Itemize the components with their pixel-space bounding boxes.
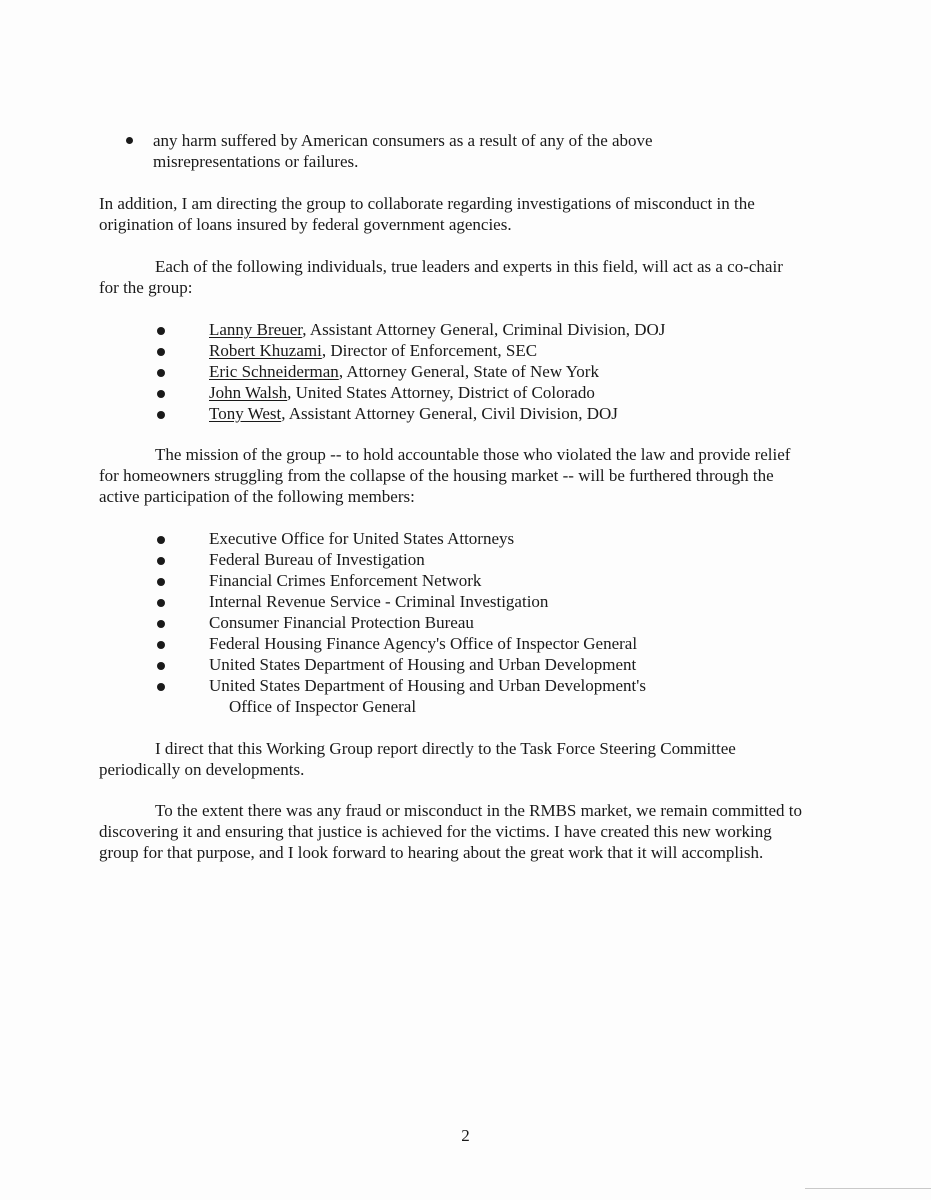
member-label: United States Department of Housing and Urban Development	[209, 655, 637, 674]
member-label-continuation: Office of Inspector General	[229, 697, 417, 716]
cochair-title: , Director of Enforcement, SEC	[321, 341, 538, 360]
cochair-name: John Walsh	[209, 383, 288, 402]
bullet-dot	[157, 327, 165, 335]
bullet-dot	[126, 137, 133, 144]
bullet-dot	[157, 683, 165, 691]
bullet-dot	[157, 390, 165, 398]
cochair-name: Eric Schneiderman	[209, 362, 339, 381]
bullet-dot	[157, 411, 165, 419]
paragraph-addition: In addition, I am directing the group to collaborate regarding investigations of misconduct in the origination of loans insured by federal government agencies.	[99, 194, 755, 234]
cochair-title: , Assistant Attorney General, Criminal Division, DOJ	[302, 320, 666, 339]
member-label: Consumer Financial Protection Bureau	[209, 613, 474, 632]
member-label: Financial Crimes Enforcement Network	[209, 571, 482, 590]
cochair-title: , United States Attorney, District of Colorado	[287, 383, 595, 402]
bullet-dot	[157, 348, 165, 356]
cochair-name: Tony West	[209, 404, 282, 423]
paragraph-direct: I direct that this Working Group report directly to the Task Force Steering Committee periodically on developments.	[99, 739, 736, 779]
bullet-dot	[157, 578, 165, 586]
bullet-dot	[157, 599, 165, 607]
member-label: United States Department of Housing and Urban Development's	[209, 676, 646, 695]
bullet-dot	[157, 369, 165, 377]
member-label: Executive Office for United States Attorneys	[209, 529, 515, 548]
bullet-dot	[157, 641, 165, 649]
paragraph-mission: The mission of the group -- to hold accountable those who violated the law and provide relief for homeowners struggling from the collapse of the housing market -- will be furthered through the active participation of the following members:	[99, 445, 791, 506]
bullet-dot	[157, 620, 165, 628]
scan-artifact-line	[805, 1188, 931, 1189]
paragraph-cochairs-intro: Each of the following individuals, true leaders and experts in this field, will act as a co-chair for the group:	[99, 257, 783, 297]
member-label: Internal Revenue Service - Criminal Investigation	[209, 592, 549, 611]
paragraph-closing: To the extent there was any fraud or misconduct in the RMBS market, we remain committed to discovering it and ensuring that justice is achieved for the victims. I have created this new working group for that purpose, and I look forward to hearing about the great work that it will accomplish.	[99, 801, 803, 862]
top-bullet-line1: any harm suffered by American consumers as a result of any of the above	[153, 131, 653, 150]
top-bullet-line2: misrepresentations or failures.	[153, 152, 359, 171]
member-label: Federal Bureau of Investigation	[209, 550, 425, 569]
cochair-name: Robert Khuzami	[209, 341, 322, 360]
member-label: Federal Housing Finance Agency's Office of Inspector General	[209, 634, 638, 653]
cochair-name: Lanny Breuer	[209, 320, 303, 339]
bullet-dot	[157, 662, 165, 670]
cochair-title: , Attorney General, State of New York	[338, 362, 599, 381]
bullet-dot	[157, 557, 165, 565]
page-number: 2	[461, 1126, 470, 1145]
cochair-title: , Assistant Attorney General, Civil Division, DOJ	[281, 404, 618, 423]
bullet-dot	[157, 536, 165, 544]
